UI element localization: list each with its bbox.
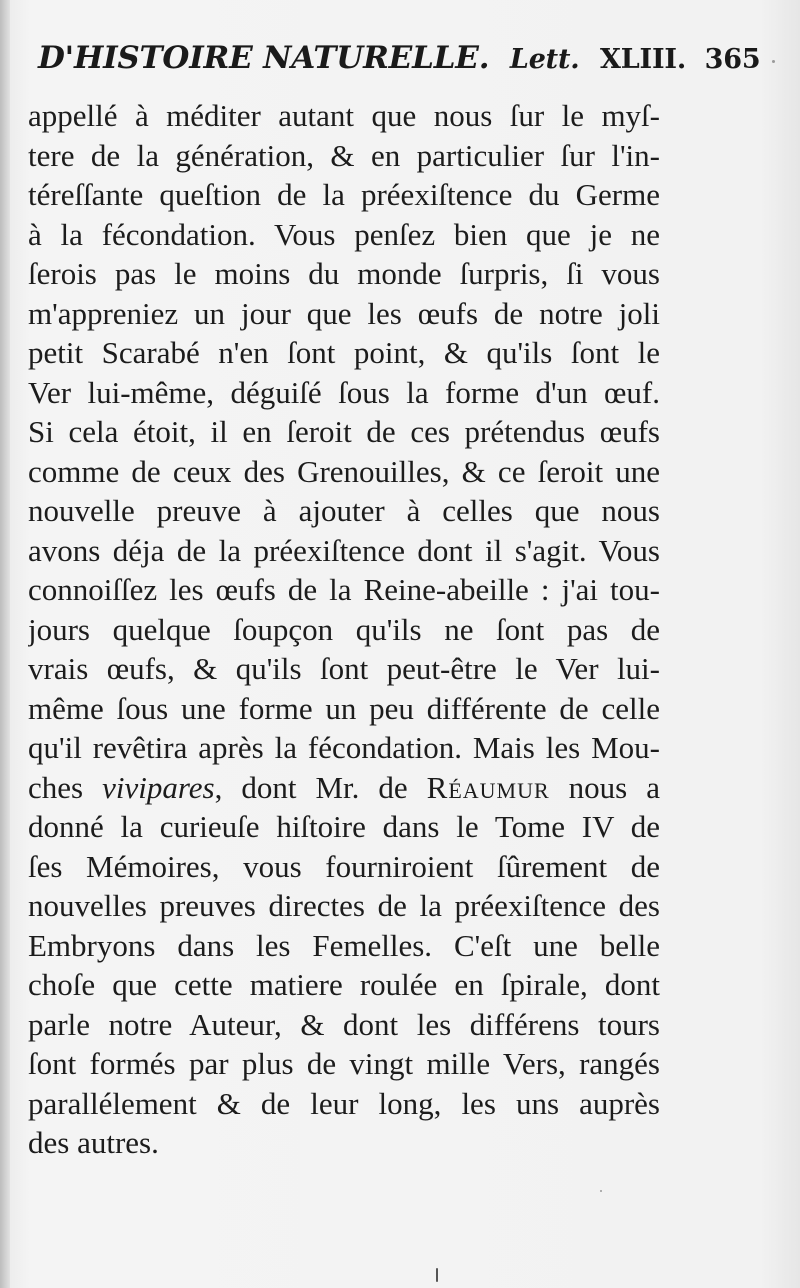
body-text: [28, 96, 660, 1163]
text-line: connoiſſez les œufs de la Reine-abeille : j'ai tou-: [28, 572, 660, 607]
text-line: Embryons dans les Femelles. C'eſt une belle: [28, 927, 660, 963]
text-line: vrais œufs, & qu'ils ſont peut-être le Ver lui-: [28, 651, 660, 686]
text-line: parle notre Auteur, & dont les différens tours: [28, 1006, 660, 1042]
header-title: D'HISTOIRE NATURELLE.: [38, 40, 490, 76]
italic-word: vivipares: [102, 769, 215, 805]
text-line: tere de la génération, & en particulier ſur l'in-: [28, 137, 660, 173]
text-line: avons déja de la préexiſtence dont il s'agit. Vous: [28, 532, 660, 568]
paper-speck: [772, 60, 775, 63]
text-line-mixed: [28, 768, 660, 808]
text-run: ches: [28, 769, 103, 805]
text-line: Si cela étoit, il en ſeroit de ces prétendus œufs: [28, 414, 660, 449]
text-line: appellé à méditer autant que nous ſur le myſ-: [28, 98, 660, 133]
text-line: Ver lui-même, déguiſé ſous la forme d'un œuf.: [28, 374, 660, 410]
text-line: qu'il revêtira après la fécondation. Mais les Mou-: [28, 730, 660, 765]
text-line: ſont formés par plus de vingt mille Vers, rangés: [28, 1046, 660, 1081]
text-line: comme de ceux des Grenouilles, & ce ſeroit une: [28, 453, 660, 489]
text-line: nouvelles preuves directes de la préexiſtence des: [28, 888, 660, 923]
paper-speck: [600, 1190, 602, 1192]
text-line: donné la curieuſe hiſtoire dans le Tome IV de: [28, 809, 660, 844]
text-line: même ſous une forme un peu différente de celle: [28, 690, 660, 726]
text-line-final: des autres.: [28, 1125, 159, 1160]
text-line: petit Scarabé n'en ſont point, & qu'ils ſont le: [28, 335, 660, 370]
text-run: nous a: [549, 769, 660, 805]
text-line: téreſſante queſtion de la préexiſtence du Germe: [28, 177, 660, 212]
text-line: parallélement & de leur long, les uns auprès: [28, 1085, 660, 1121]
header-letter-number: XLIII.: [600, 44, 687, 75]
text-line: choſe que cette matiere roulée en ſpirale, dont: [28, 967, 660, 1002]
page-gutter-edge: [0, 0, 10, 1288]
text-line: ſes Mémoires, vous fourniroient ſûrement de: [28, 848, 660, 884]
text-line: jours quelque ſoupçon qu'ils ne ſont pas de: [28, 611, 660, 647]
paper-speck: [436, 1268, 438, 1282]
running-header: [38, 40, 761, 90]
header-letter-label: Lett.: [509, 44, 580, 75]
text-line: à la fécondation. Vous penſez bien que je ne: [28, 216, 660, 252]
text-line: ſerois pas le moins du monde ſurpris, ſi vous: [28, 256, 660, 291]
text-run: , dont Mr. de: [214, 769, 427, 805]
author-name-smallcaps: Réaumur: [426, 769, 550, 805]
page-number: 365: [704, 44, 761, 75]
text-line: nouvelle preuve à ajouter à celles que nous: [28, 493, 660, 528]
text-line: m'appreniez un jour que les œufs de notre joli: [28, 295, 660, 331]
